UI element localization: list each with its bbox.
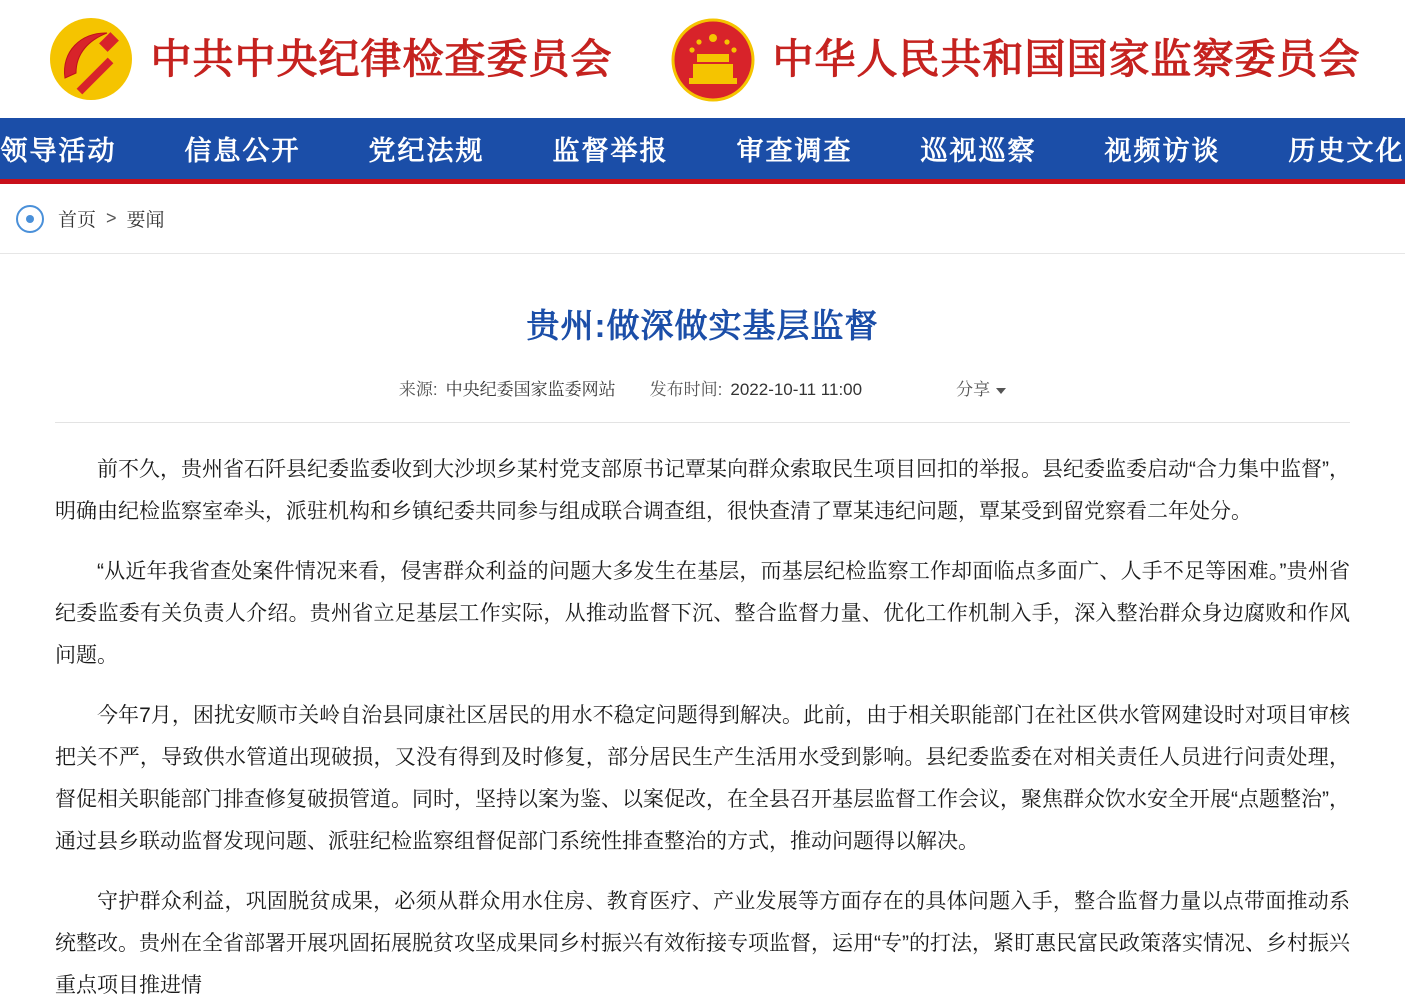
location-pin-icon [16,205,44,233]
nav-item-investigation[interactable]: 审查调查 [703,129,887,168]
article-paragraph: 前不久，贵州省石阡县纪委监委收到大沙坝乡某村党支部原书记覃某向群众索取民生项目回扣的举报。县纪委监委启动“合力集中监督”，明确由纪检监察室牵头，派驻机构和乡镇纪委共同参与组成联合调查组，很快查清了覃某违纪问题，覃某受到留党察看二年处分。 [55,449,1350,533]
article-paragraph: 今年7月，困扰安顺市关岭自治县同康社区居民的用水不稳定问题得到解决。此前，由于相关职能部门在社区供水管网建设时对项目审核把关不严，导致供水管道出现破损，又没有得到及时修复，部分居民生产生活用水受到影响。县纪委监委在对相关责任人员进行问责处理，督促相关职能部门排查修复破损管道。同时，坚持以案为鉴、以案促改，在全县召开基层监督工作会议，聚焦群众饮水安全开展“点题整治”，通过县乡联动监督发现问题、派驻纪检监察组督促部门系统性排查整治的方式，推动问题得以解决。 [55,695,1350,863]
org-title-nsc: 中华人民共和国国家监察委员会 [773,39,1361,80]
org-block-nsc[interactable] [667,16,1361,102]
breadcrumb-current[interactable]: 要闻 [127,205,165,232]
article-publish-time [650,375,862,400]
nav-item-supervision-report[interactable]: 监督举报 [519,129,703,168]
article [0,300,1405,1007]
breadcrumb-home[interactable]: 首页 [58,205,96,232]
chevron-down-icon [996,388,1006,394]
breadcrumb-separator: > [106,208,117,229]
article-paragraph: 守护群众利益，巩固脱贫成果，必须从群众用水住房、教育医疗、产业发展等方面存在的具体问题入手，整合监督力量以点带面推动系统整改。贵州在全省部署开展巩固拓展脱贫攻坚成果同乡村振兴有效衔接专项监督，运用“专”的打法，紧盯惠民富民政策落实情况、乡村振兴重点项目推进情 [55,881,1350,1007]
china-national-emblem [667,16,759,102]
main-navigation [0,118,1405,184]
article-body [55,449,1350,1007]
org-block-ccdi[interactable] [45,16,613,102]
nav-item-leadership[interactable]: 领导活动 [0,129,151,168]
org-title-ccdi: 中共中央纪律检查委员会 [151,39,613,80]
article-source [399,375,616,400]
nav-item-inspection[interactable]: 巡视巡察 [887,129,1071,168]
nav-item-history-culture[interactable]: 历史文化 [1255,129,1405,168]
nav-item-information-disclosure[interactable]: 信息公开 [151,129,335,168]
article-time-label: 发布时间: [650,380,723,399]
article-meta [55,375,1350,423]
share-dropdown[interactable] [956,375,1006,400]
page-title: 贵州:做深做实基层监督 [55,300,1350,347]
site-header [0,0,1405,118]
breadcrumb [0,184,1405,254]
share-label: 分享 [956,380,990,399]
nav-item-party-regulations[interactable]: 党纪法规 [335,129,519,168]
article-source-value: 中央纪委国家监委网站 [446,380,616,399]
article-time-value: 2022-10-11 11:00 [730,380,862,399]
article-paragraph: “从近年我省查处案件情况来看，侵害群众利益的问题大多发生在基层，而基层纪检监察工作却面临点多面广、人手不足等困难。”贵州省纪委监委有关负责人介绍。贵州省立足基层工作实际，从推动监督下沉、整合监督力量、优化工作机制入手，深入整治群众身边腐败和作风问题。 [55,551,1350,677]
nav-item-video-interview[interactable]: 视频访谈 [1071,129,1255,168]
cpc-hammer-sickle-emblem [45,16,137,102]
article-source-label: 来源: [399,380,438,399]
